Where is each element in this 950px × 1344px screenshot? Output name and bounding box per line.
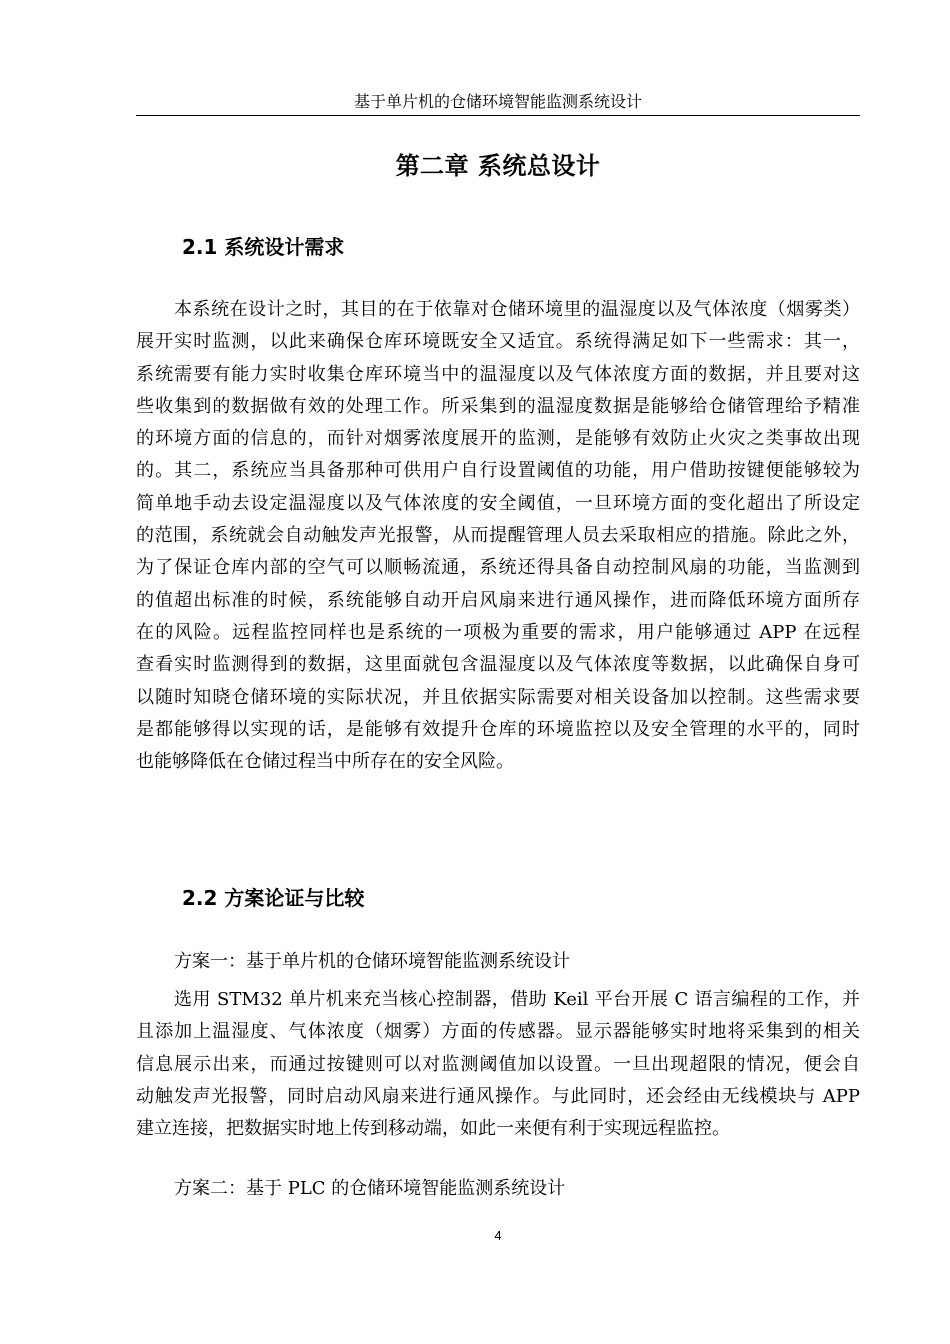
scheme-1-title-paragraph: [136, 946, 860, 978]
paragraph-line: 展开实时监测，以此来确保仓库环境既安全又适宜。系统得满足如下一些需求：其一，: [136, 331, 860, 353]
section-heading-2-2: 2.2 方案论证与比较: [182, 886, 365, 910]
paragraph-line: 简单地手动去设定温湿度以及气体浓度的安全阈值，一旦环境方面的变化超出了所设定: [136, 492, 860, 514]
scheme-1-paragraph: [136, 984, 860, 1145]
scheme-1-title: 方案一：基于单片机的仓储环境智能监测系统设计: [174, 951, 570, 972]
section-heading-2-1: 2.1 系统设计需求: [182, 235, 345, 259]
paragraph-line: 且添加上温湿度、气体浓度（烟雾）方面的传感器。显示器能够实时地将采集到的相关: [136, 1021, 860, 1043]
paragraph-line: 的。其二，系统应当具备那种可供用户自行设置阈值的功能，用户借助按键便能够较为: [136, 460, 860, 482]
running-header: 基于单片机的仓储环境智能监测系统设计: [353, 92, 642, 111]
paragraph-line: 的范围，系统就会自动触发声光报警，从而提醒管理人员去采取相应的措施。除此之外，: [136, 525, 860, 547]
chapter-title: 第二章 系统总设计: [395, 152, 601, 180]
paragraph-line: 在的风险。远程监控同样也是系统的一项极为重要的需求，用户能够通过 APP 在远程: [136, 621, 860, 643]
paragraph-line: 的环境方面的信息的，而针对烟雾浓度展开的监测，是能够有效防止火灾之类事故出现: [136, 428, 860, 450]
paragraph-line: 查看实时监测得到的数据，这里面就包含温湿度以及气体浓度等数据，以此确保自身可: [136, 654, 860, 676]
paragraph-line: 动触发声光报警，同时启动风扇来进行通风操作。与此同时，还会经由无线模块与 APP: [136, 1085, 860, 1107]
paragraph-line: 也能够降低在仓储过程当中所存在的安全风险。: [136, 751, 514, 773]
paragraph-line: 以随时知晓仓储环境的实际状况，并且依据实际需要对相关设备加以控制。这些需求要: [136, 686, 860, 708]
scheme-2-title: 方案二：基于 PLC 的仓储环境智能监测系统设计: [174, 1178, 566, 1199]
page-number: 4: [494, 1228, 502, 1243]
paragraph-line: 本系统在设计之时，其目的在于依靠对仓储环境里的温湿度以及气体浓度（烟雾类）: [174, 299, 860, 320]
paragraph-line: 的值超出标准的时候，系统能够自动开启风扇来进行通风操作，进而降低环境方面所存: [136, 589, 860, 611]
paragraph-line: 系统需要有能力实时收集仓库环境当中的温湿度以及气体浓度方面的数据，并且要对这: [136, 363, 860, 385]
paragraph-line: 选用 STM32 单片机来充当核心控制器，借助 Keil 平台开展 C 语言编程的工作，并: [174, 989, 860, 1010]
paragraph-line: 些收集到的数据做有效的处理工作。所采集到的温湿度数据是能够给仓储管理给予精准: [136, 395, 860, 417]
section-2-1-paragraph: [136, 294, 860, 778]
paragraph-line: 为了保证仓库内部的空气可以顺畅流通，系统还得具备自动控制风扇的功能，当监测到: [136, 557, 860, 579]
paragraph-line: 建立连接，把数据实时地上传到移动端，如此一来便有利于实现远程监控。: [136, 1118, 730, 1140]
header-rule: [136, 115, 860, 116]
paragraph-line: 是都能够得以实现的话，是能够有效提升仓库的环境监控以及安全管理的水平的，同时: [136, 718, 860, 740]
paragraph-line: 信息展示出来，而通过按键则可以对监测阈值加以设置。一旦出现超限的情况，便会自: [136, 1053, 860, 1075]
scheme-2-title-paragraph: [136, 1173, 860, 1205]
